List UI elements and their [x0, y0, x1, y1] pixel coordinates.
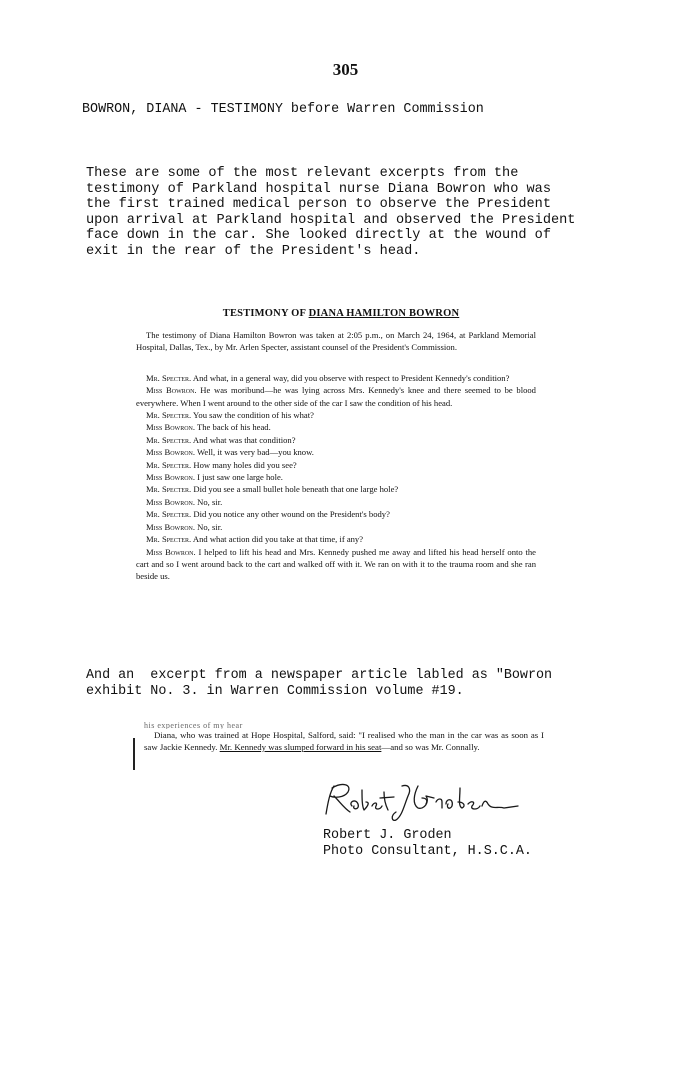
speaker-label: Mr. Specter. [146, 410, 192, 421]
testimony-exchange-line [136, 521, 536, 533]
speaker-text: How many holes did you see? [191, 459, 297, 470]
clipping-underlined-text: Mr. Kennedy was slumped forward in his seat [219, 742, 382, 752]
excerpt-intro-line: exhibit No. 3. in Warren Commission volume #19. [86, 683, 464, 699]
speaker-label: Mr. Specter. [146, 484, 192, 495]
testimony-intro: The testimony of Diana Hamilton Bowron was taken at 2:05 p.m., on March 24, 1964, at Parkland Memorial Hospital, Dallas, Tex., by Mr. Arlen Specter, assistant counsel of the President's Commission. [136, 330, 536, 353]
testimony-exchange-line [136, 546, 536, 583]
speaker-text: And what, in a general way, did you observe with respect to President Kennedy's condition? [191, 372, 510, 383]
testimony-excerpt [136, 308, 536, 583]
speaker-text: He was moribund—he was lying across Mrs. Kennedy's knee and there seemed to be blood everywhere. When I went around to the other side of the car I saw the condition of his head. [136, 385, 536, 408]
speaker-text: Did you notice any other wound on the President's body? [191, 509, 390, 520]
page-number: 305 [332, 60, 359, 79]
speaker-text: And what action did you take at that time, if any? [191, 534, 364, 545]
intro-line: the first trained medical person to observe the President [86, 197, 551, 213]
clipping-cut-fragment: his experiences of my hear [144, 721, 243, 729]
handwritten-signature [318, 776, 548, 824]
speaker-text: No, sir. [195, 496, 223, 507]
speaker-text: The back of his head. [195, 422, 271, 433]
testimony-exchange-line [136, 483, 536, 495]
speaker-label: Miss Bowron. [146, 546, 196, 557]
speaker-label: Mr. Specter. [146, 372, 192, 383]
speaker-label: Miss Bowron. [146, 496, 196, 507]
excerpt-intro [86, 668, 626, 699]
speaker-label: Mr. Specter. [146, 509, 192, 520]
speaker-label: Mr. Specter. [146, 534, 192, 545]
speaker-text: You saw the condition of his what? [191, 410, 314, 421]
testimony-title-prefix: TESTIMONY OF [222, 308, 309, 319]
speaker-text: I just saw one large hole. [195, 472, 283, 483]
testimony-exchange [136, 372, 536, 583]
testimony-exchange-line [136, 434, 536, 446]
speaker-label: Mr. Specter. [146, 434, 192, 445]
speaker-text: And what was that condition? [191, 434, 296, 445]
clipping-text-after: —and so was Mr. Connally. [381, 742, 480, 752]
signature-block [323, 828, 532, 860]
clipping-text [144, 729, 544, 753]
testimony-exchange-line [136, 508, 536, 520]
speaker-label: Mr. Specter. [146, 459, 192, 470]
testimony-exchange-line [136, 459, 536, 471]
intro-line: face down in the car. She looked directly at the wound of [86, 228, 551, 244]
speaker-text: Well, it was very bad—you know. [195, 447, 314, 458]
intro-line: exit in the rear of the President's head. [86, 243, 421, 259]
testimony-title [146, 308, 536, 319]
speaker-text: No, sir. [195, 521, 223, 532]
intro-line: upon arrival at Parkland hospital and observed the President [86, 212, 576, 228]
newspaper-clipping [144, 721, 544, 753]
testimony-exchange-line [136, 409, 536, 421]
excerpt-intro-line: And an excerpt from a newspaper article labled as "Bowron [86, 668, 553, 683]
page-heading: BOWRON, DIANA - TESTIMONY before Warren Commission [82, 102, 484, 117]
intro-line: testimony of Parkland hospital nurse Diana Bowron who was [86, 181, 551, 197]
speaker-label: Miss Bowron. [146, 385, 197, 396]
testimony-exchange-line [136, 384, 536, 409]
testimony-exchange-line [136, 496, 536, 508]
speaker-text: Did you see a small bullet hole beneath that one large hole? [191, 484, 399, 495]
clipping-text-before: Diana, who was trained at Hope Hospital, Salford, said: "I realised who the man in the car was as soon as I saw Jackie Kennedy. [144, 730, 544, 752]
testimony-exchange-line [136, 446, 536, 458]
intro-line: These are some of the most relevant excerpts from the [86, 166, 519, 181]
signer-name: Robert J. Groden [323, 828, 452, 843]
speaker-text: I helped to lift his head and Mrs. Kennedy pushed me away and lifted his head herself onto the cart and so I went around back to the cart and walked off with it. We ran on with it to the trauma room and she ran beside us. [136, 546, 537, 582]
clipping-margin-bracket [133, 738, 135, 770]
testimony-exchange-line [136, 421, 536, 433]
testimony-exchange-line [136, 533, 536, 545]
speaker-label: Miss Bowron. [146, 422, 196, 433]
testimony-exchange-line [136, 471, 536, 483]
testimony-title-name: DIANA HAMILTON BOWRON [308, 308, 460, 319]
testimony-exchange-line [136, 372, 536, 384]
speaker-label: Miss Bowron. [146, 472, 196, 483]
speaker-label: Miss Bowron. [146, 447, 196, 458]
intro-paragraph [86, 166, 626, 260]
speaker-label: Miss Bowron. [146, 521, 196, 532]
signer-title: Photo Consultant, H.S.C.A. [323, 844, 532, 859]
